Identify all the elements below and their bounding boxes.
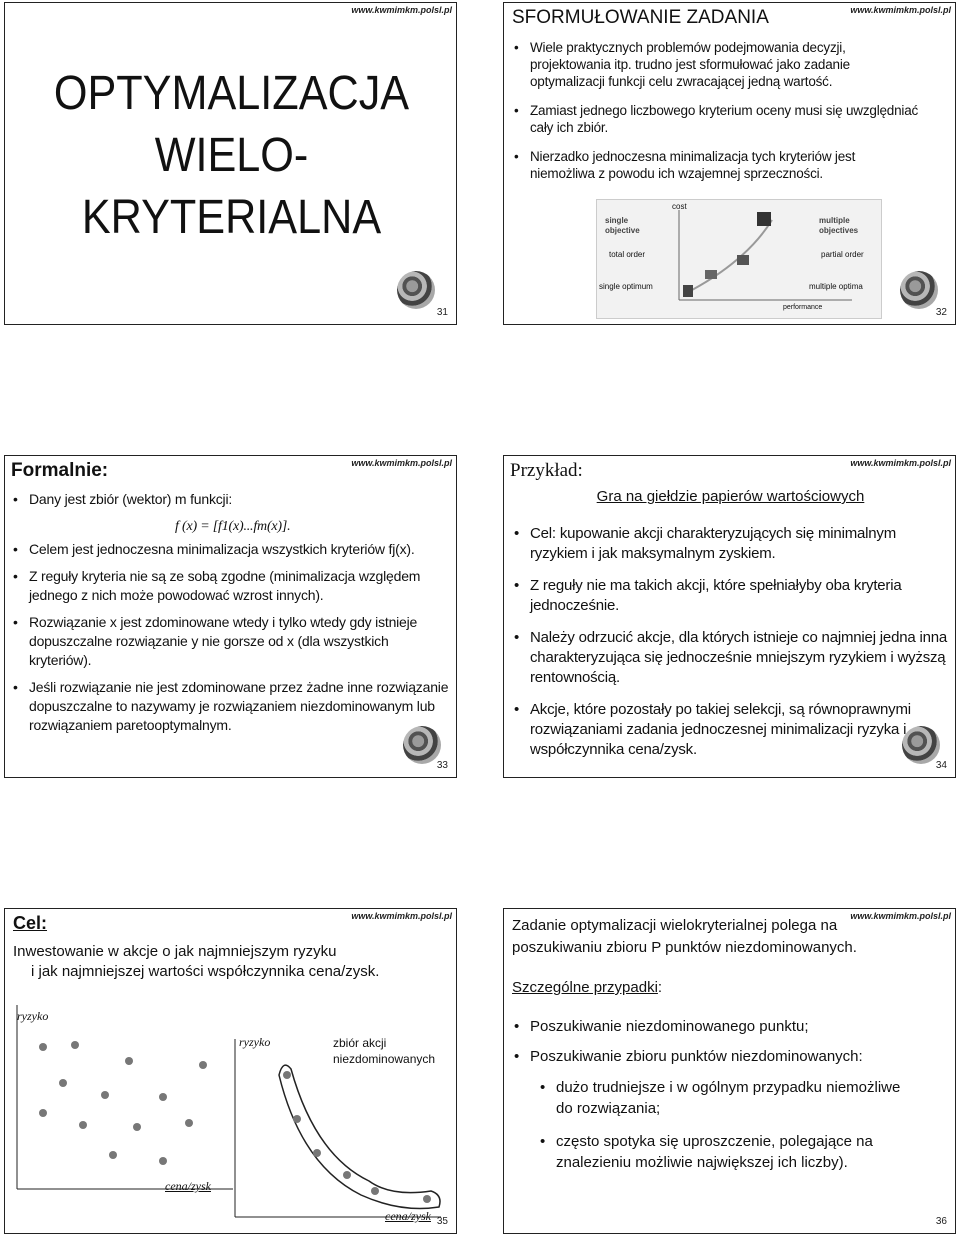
sub-bullet-item: • często spotyka się uproszczenie, polegające na znalezieniu możliwie największej ich liczby).	[536, 1131, 916, 1173]
goal-line-1: Inwestowanie w akcje o jak najmniejszym ryzyku	[13, 943, 337, 960]
university-logo	[902, 726, 940, 764]
data-point	[71, 1041, 79, 1049]
data-point	[313, 1149, 321, 1157]
label-performance: performance	[783, 304, 823, 311]
bullet-list	[510, 39, 920, 182]
bullet-item: • Wiele praktycznych problemów podejmowania decyzji, projektowania itp. trudno jest sformułować jako zadanie optymalizacji funkcji celu zwracającej jedną wartość.	[510, 39, 920, 90]
formula: f (x) = [f1(x)...fm(x)].	[175, 519, 291, 534]
bullet-item: • Nierzadko jednoczesna minimalizacja tych kryteriów jest niemożliwa z powodu ich wzajemnej sprzeczności.	[510, 148, 920, 182]
cases-heading	[512, 979, 662, 996]
page-number: 35	[436, 1216, 448, 1227]
bullet-list	[510, 1017, 940, 1067]
label-partial-order: partial order	[821, 250, 864, 259]
bullet-item: • Cel: kupowanie akcji charakteryzujących się minimalnym ryzykiem i jak maksymalnym zyskiem.	[510, 524, 950, 564]
slide-31	[4, 2, 457, 325]
bullet-item: • Z reguły nie ma takich akcji, które spełniałyby oba kryteria jednocześnie.	[510, 576, 950, 616]
data-point	[59, 1079, 67, 1087]
slide-33	[4, 455, 457, 778]
data-point	[371, 1187, 379, 1195]
data-point	[185, 1119, 193, 1127]
bullet-item: • Dany jest zbiór (wektor) m funkcji:	[9, 490, 449, 509]
slide-body	[9, 490, 449, 735]
data-point	[343, 1171, 351, 1179]
bullet-item: • Należy odrzucić akcje, dla których istnieje co najmniej jedna inna charakteryzująca się jednocześnie mniejszym ryzykiem i wyższą rentownością.	[510, 628, 950, 688]
university-logo	[397, 271, 435, 309]
data-point	[125, 1057, 133, 1065]
slide-title: Cel:	[13, 913, 48, 933]
page-number: 31	[436, 307, 448, 318]
bullet-item: • Celem jest jednoczesna minimalizacja wszystkich kryteriów fj(x).	[9, 540, 449, 559]
label-single-optimum: single optimum	[599, 282, 653, 291]
slide-35	[4, 908, 457, 1234]
site-url: www.kwmimkm.polsl.pl	[351, 5, 452, 15]
page-number: 34	[935, 760, 947, 771]
data-point	[109, 1151, 117, 1159]
site-url: www.kwmimkm.polsl.pl	[850, 5, 951, 15]
site-url: www.kwmimkm.polsl.pl	[351, 458, 452, 468]
page-number: 32	[935, 307, 947, 318]
cases-heading-text: Szczególne przypadki	[512, 979, 658, 996]
data-point	[39, 1109, 47, 1117]
label-cost: cost	[672, 202, 687, 211]
site-url: www.kwmimkm.polsl.pl	[850, 911, 951, 921]
title-line-3: KRYTERIALNA	[81, 191, 382, 244]
data-point	[39, 1043, 47, 1051]
site-url: www.kwmimkm.polsl.pl	[351, 911, 452, 921]
nondominated-annotation: zbiór akcji niezdominowanych	[333, 1036, 436, 1066]
bullet-list	[9, 490, 449, 509]
bullet-item: • Jeśli rozwiązanie nie jest zdominowane przez żadne inne rozwiązanie dopuszczalne to nazywamy je rozwiązaniem niezdominowanym lub rozwiązaniem paretooptymalnym.	[9, 678, 449, 735]
label-single-objective: single objective	[605, 216, 640, 235]
data-point	[423, 1195, 431, 1203]
bullet-item: • Akcje, które pozostały po takiej selekcji, są równoprawnymi rozwiązaniami zadania jednoczesnej minimalizacji ryzyka i współczynnika cena/zysk.	[510, 700, 950, 760]
bullet-item: • Zamiast jednego liczbowego kryterium oceny musi się uwzględniać cały ich zbiór.	[510, 102, 920, 136]
goal-line-2: i jak najmniejszej wartości współczynnika cena/zysk.	[31, 963, 380, 980]
university-logo	[403, 726, 441, 764]
bullet-item: • Poszukiwanie niezdominowanego punktu;	[510, 1017, 940, 1037]
slide-title: Formalnie:	[11, 460, 109, 481]
data-point	[101, 1091, 109, 1099]
title-line-1: OPTYMALIZACJA	[53, 67, 410, 120]
intro-text: Zadanie optymalizacji wielokryterialnej polega na poszukiwaniu zbioru P punktów niezdominowanych.	[512, 917, 857, 956]
data-point	[159, 1157, 167, 1165]
objectives-figure	[596, 199, 882, 319]
page-number: 36	[935, 1216, 947, 1227]
x-axis-label-right: cena/zysk	[385, 1209, 431, 1223]
data-point	[79, 1121, 87, 1129]
slide-title: Przykład:	[510, 460, 583, 481]
slide-title	[5, 63, 457, 249]
bullet-item: • Poszukiwanie zbioru punktów niezdominowanych:	[510, 1047, 940, 1067]
slide-subtitle: Gra na giełdzie papierów wartościowych	[596, 488, 865, 505]
sub-bullet-list	[536, 1077, 916, 1173]
page-number: 33	[436, 760, 448, 771]
scatter-plot-all	[13, 1001, 243, 1231]
data-point	[133, 1123, 141, 1131]
cases-heading-colon: :	[657, 979, 663, 996]
bullet-list	[9, 540, 449, 735]
y-axis-label-left: ryzyko	[17, 1009, 49, 1023]
bullet-item: • Z reguły kryteria nie są ze sobą zgodne (minimalizacja względem jednego z nich może powodować wzrost innych).	[9, 567, 449, 605]
sub-bullet-item: • dużo trudniejsze i w ogólnym przypadku niemożliwe do rozwiązania;	[536, 1077, 916, 1119]
title-line-2: WIELO-	[154, 129, 309, 182]
slide-title: SFORMUŁOWANIE ZADANIA	[512, 7, 769, 28]
bullet-item: • Rozwiązanie x jest zdominowane wtedy i tylko wtedy gdy istnieje dopuszczalne rozwiązanie y nie gorsze od x (dla wszystkich kryteriów).	[9, 613, 449, 670]
label-total-order: total order	[609, 250, 646, 259]
x-axis-label-left: cena/zysk	[165, 1179, 211, 1193]
label-multiple-optima: multiple optima	[809, 282, 863, 291]
data-point	[199, 1061, 207, 1069]
university-logo	[900, 271, 938, 309]
bullet-list	[510, 524, 950, 760]
slide-36	[503, 908, 956, 1234]
data-point	[283, 1071, 291, 1079]
slide-34	[503, 455, 956, 778]
data-point	[159, 1093, 167, 1101]
data-point	[293, 1115, 301, 1123]
slide-32	[503, 2, 956, 325]
label-multiple-objectives: multiple objectives	[819, 216, 859, 235]
site-url: www.kwmimkm.polsl.pl	[850, 458, 951, 468]
y-axis-label-right: ryzyko	[239, 1035, 271, 1049]
